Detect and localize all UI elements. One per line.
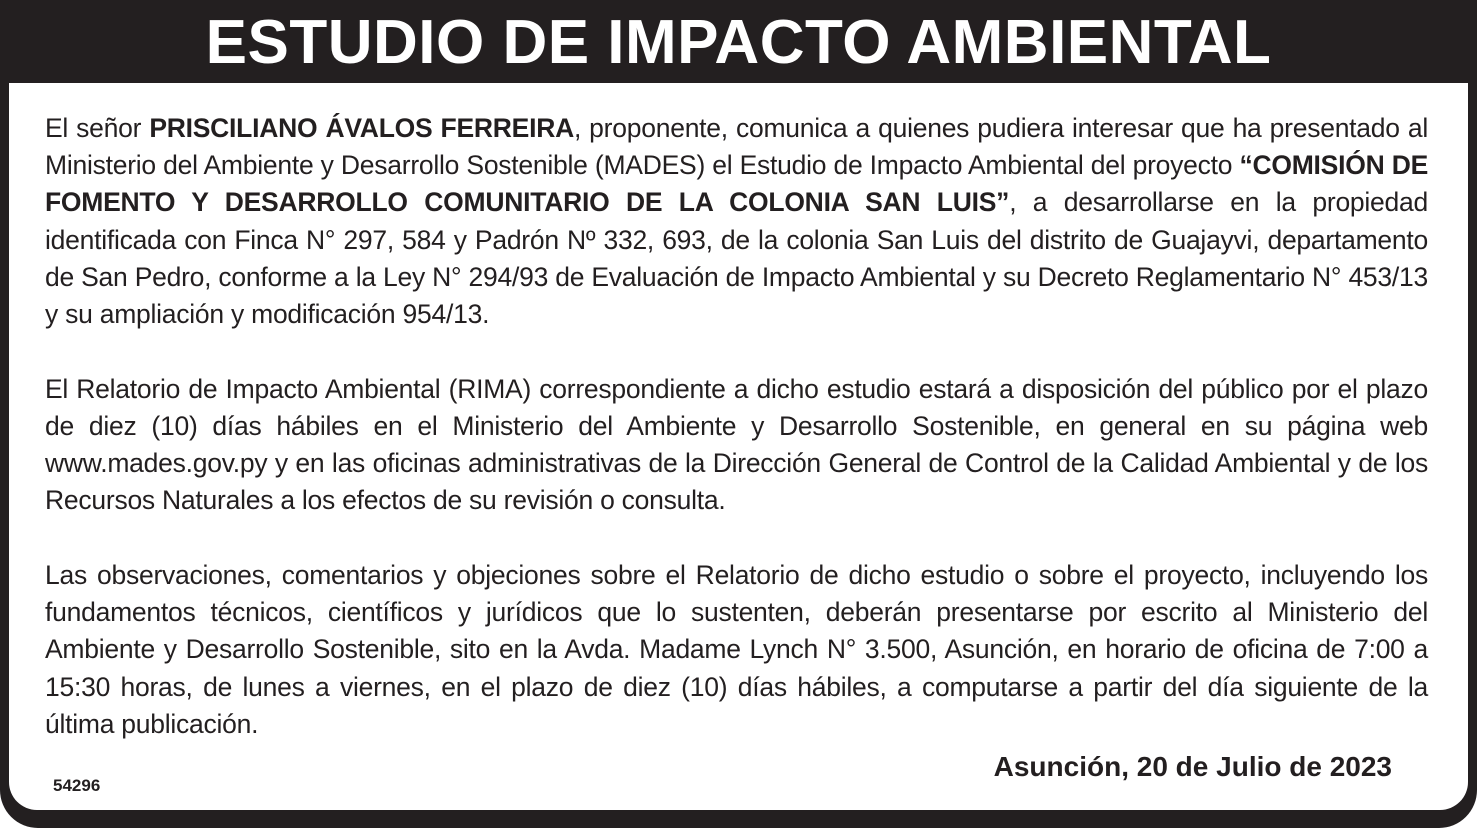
property-legal-text: , a desarrollarse en la propiedad identificada con Finca N° 297, 584 y Padrón Nº 332, 693, de la colonia San Luis del distrito de Guajayvi, departamento de San Pedro, conforme a la Ley N° 294/93 de Evaluación de Impacto Ambiental y su Decreto Reglamentario N° 453/13 y su ampliación y modificación 954/13.	[45, 187, 1429, 330]
place-date: Asunción, 20 de Julio de 2023	[993, 751, 1392, 782]
project-name: “COMISIÓN DE FOMENTO Y DESARROLLO COMUNITARIO DE LA COLONIA SAN LUIS”	[45, 150, 1429, 218]
paragraph-rima-availability: El Relatorio de Impacto Ambiental (RIMA) correspondiente a dicho estudio estará a disposición del público por el plazo de diez (10) días hábiles en el Ministerio del Ambiente y Desarrollo Sostenible, en general en su página web www.mades.gov.py y en las oficinas administrativas de la Dirección General de Control de la Calidad Ambiental y de los Recursos Naturales a los efectos de su revisión o consulta.	[45, 373, 1428, 516]
paragraph-announcement	[45, 110, 1428, 333]
proponent-name: PRISCILIANO ÁVALOS FERREIRA	[149, 113, 574, 143]
announcement-text: , proponente, comunica a quienes pudiera interesar que ha presentado al Ministerio del Ambiente y Desarrollo Sostenible (MADES) el Estudio de Impacto Ambiental del proyecto	[45, 113, 1428, 181]
title-bar	[9, 0, 1468, 83]
notice-body	[9, 83, 1468, 810]
notice-title: ESTUDIO DE IMPACTO AMBIENTAL	[205, 7, 1272, 77]
intro-text: El señor	[45, 113, 150, 143]
reference-code: 54296	[53, 776, 101, 795]
paragraph-observations: Las observaciones, comentarios y objeciones sobre el Relatorio de dicho estudio o sobre el proyecto, incluyendo los fundamentos técnicos, científicos y jurídicos que lo sustenten, deberán presentarse por escrito al Ministerio del Ambiente y Desarrollo Sostenible, sito en la Avda. Madame Lynch N° 3.500, Asunción, en horario de oficina de 7:00 a 15:30 horas, de lunes a viernes, en el plazo de diez (10) días hábiles, a computarse a partir del día siguiente de la última publicación.	[45, 560, 1428, 739]
